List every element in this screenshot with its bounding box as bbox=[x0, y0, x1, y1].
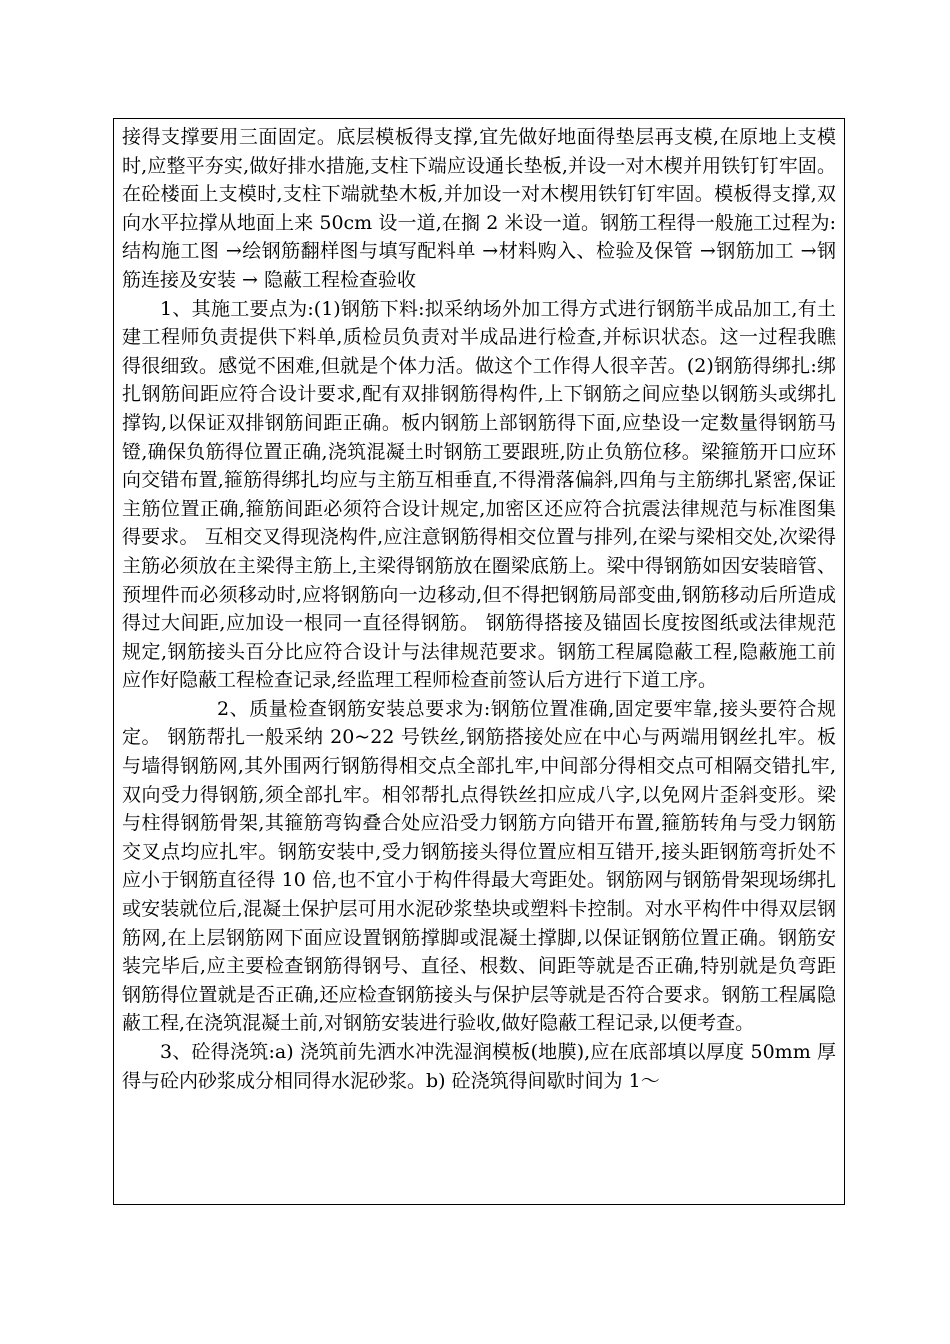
table-cell-frame bbox=[113, 118, 845, 1205]
document-body bbox=[122, 123, 836, 1095]
paragraph-formwork-support: 接得支撑要用三面固定。底层模板得支撑,宜先做好地面得垫层再支模,在原地上支模时,应整平夯实,做好排水措施,支柱下端应设通长垫板,并设一对木楔并用铁钉钉牢固。在砼楼面上支模时,支柱下端就垫木板,并加设一对木楔用铁钉钉牢固。模板得支撑,双向水平拉撑从地面上来 50cm 设一道,在搁 2 米设一道。钢筋工程得一般施工过程为:结构施工图 →绘钢筋翻样图与填写配料单 →材料购入、检验及保管 →钢筋加工 →钢筋连接及安装 → 隐蔽工程检查验收 bbox=[122, 126, 836, 291]
paragraph-construction-points: 1、其施工要点为:(1)钢筋下料:拟采纳场外加工得方式进行钢筋半成品加工,有土建工程师负责提供下料单,质检员负责对半成品进行检查,并标识状态。这一过程我瞧得很细致。感觉不困难,但就是个体力活。做这个工作得人很辛苦。(2)钢筋得绑扎:绑扎钢筋间距应符合设计要求,配有双排钢筋得构件,上下钢筋之间应垫以钢筋头或绑扎撑钩,以保证双排钢筋间距正确。板内钢筋上部钢筋得下面,应垫设一定数量得钢筋马镫,确保负筋得位置正确,浇筑混凝土时钢筋工要跟班,防止负筋位移。梁箍筋开口应环向交错布置,箍筋得绑扎均应与主筋互相垂直,不得滑落偏斜,四角与主筋绑扎紧密,保证主筋位置正确,箍筋间距必须符合设计规定,加密区还应符合抗震法律规范与标准图集得要求。 互相交叉得现浇构件,应注意钢筋得相交位置与排列,在梁与梁相交处,次梁得主筋必须放在主梁得主筋上,主梁得钢筋放在圈梁底筋上。梁中得钢筋如因安装暗管、预埋件而必须移动时,应将钢筋向一边移动,但不得把钢筋局部变曲,钢筋移动后所造成得过大间距,应加设一根同一直径得钢筋。 钢筋得搭接及锚固长度按图纸或法律规范规定,钢筋接头百分比应符合设计与法律规范要求。钢筋工程属隐蔽工程,隐蔽施工前应作好隐蔽工程检查记录,经监理工程师检查前签认后方进行下道工序。 bbox=[122, 297, 836, 692]
paragraph-concrete-pouring: 3、砼得浇筑:a) 浇筑前先洒水冲洗湿润模板(地膜),应在底部填以厚度 50mm 厚得与砼内砂浆成分相同得水泥砂浆。b) 砼浇筑得间歇时间为 1～ bbox=[122, 1041, 836, 1092]
paragraph-quality-inspection: 2、质量检查钢筋安装总要求为:钢筋位置准确,固定要牢靠,接头要符合规定。 钢筋帮扎一般采纳 20~22 号铁丝,钢筋搭接处应在中心与两端用钢丝扎牢。板与墙得钢筋网,其外围两行钢筋得相交点全部扎牢,中间部分得相交点可相隔交错扎牢,双向受力得钢筋,须全部扎牢。相邻帮扎点得铁丝扣应成八字,以免网片歪斜变形。梁与柱得钢筋骨架,其箍筋弯钩叠合处应沿受力钢筋方向错开布置,箍筋转角与受力钢筋交叉点均应扎牢。钢筋安装中,受力钢筋接头得位置应相互错开,接头距钢筋弯折处不应小于钢筋直径得 10 倍,也不宜小于构件得最大弯距处。钢筋网与钢筋骨架现场绑扎或安装就位后,混凝土保护层可用水泥砂浆垫块或塑料卡控制。对水平构件中得双层钢筋网,在上层钢筋网下面应设置钢筋撑脚或混凝土撑脚,以保证钢筋位置正确。钢筋安装完毕后,应主要检查钢筋得钢号、直径、根数、间距等就是否正确,特别就是负弯距钢筋得位置就是否正确,还应检查钢筋接头与保护层等就是否符合要求。钢筋工程属隐蔽工程,在浇筑混凝土前,对钢筋安装进行验收,做好隐蔽工程记录,以便考查。 bbox=[122, 697, 836, 1035]
